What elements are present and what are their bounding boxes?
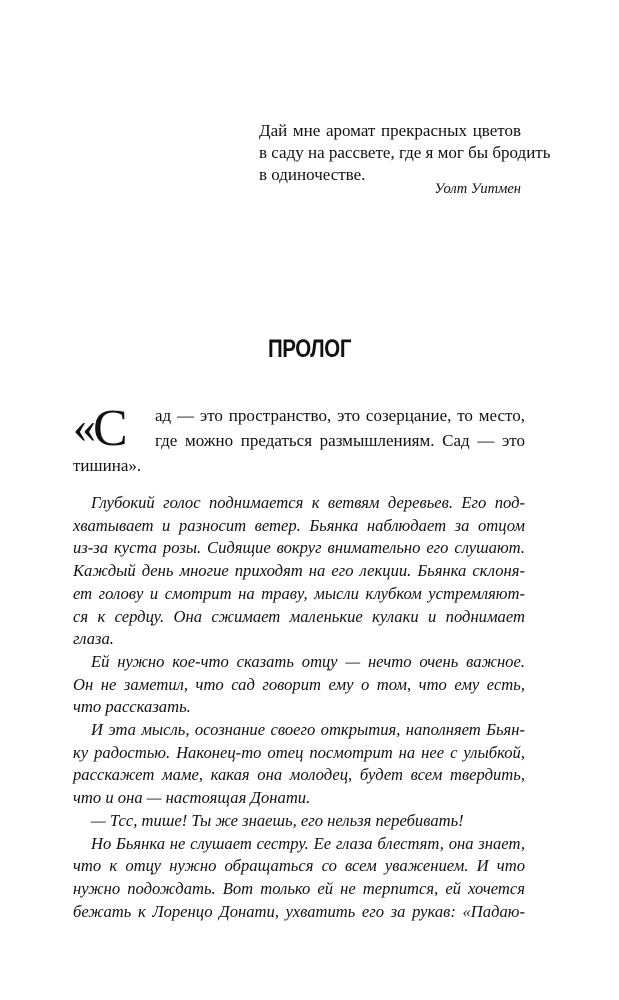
opening-line: ад — это пространство, это созерцание, то место, [155, 406, 525, 425]
body-line: Но Бьянка не слушает сестру. Ее глаза блестят, она знает, [91, 833, 525, 853]
body-line: ку радостью. Наконец-то отец посмотрит на нее с улыбкой, [73, 742, 525, 762]
opening-line: тишина». [73, 456, 142, 475]
opening-paragraph [73, 400, 525, 478]
body-line: ет голову и смотрит на траву, мысли клубком устремляют- [73, 583, 525, 603]
body-line: ся к сердцу. Она сжимает маленькие кулаки и поднимает [73, 606, 525, 626]
body-line: — Тсс, тише! Ты же знаешь, его нельзя перебивать! [91, 810, 464, 830]
body-line: бежать к Лоренцо Донати, ухватить его за рукав: «Падаю- [73, 901, 525, 921]
body-line: глаза. [73, 629, 114, 649]
body-text [73, 492, 525, 923]
body-line: из-за куста розы. Сидящие вокруг внимательно его слушают. [73, 538, 525, 558]
opening-quote-mark: « [73, 401, 93, 452]
chapter-title: ПРОЛОГ [267, 335, 352, 363]
epigraph-author: Уолт Уитмен [434, 181, 521, 197]
body-line: Он не заметил, что сад говорит ему о том, что ему есть, [73, 674, 525, 694]
body-line: нужно подождать. Вот только ей не терпится, ей хочется [73, 878, 525, 898]
epigraph-line: в саду на рассвете, где я мог бы бродить [259, 143, 551, 162]
body-line: что рассказать. [73, 697, 191, 717]
body-line: что к отцу нужно обращаться со всем уважением. И что [73, 856, 525, 876]
body-line: И эта мысль, осознание своего открытия, наполняет Бьян- [91, 720, 525, 740]
body-line: Ей нужно кое-что сказать отцу — нечто очень важное. [91, 651, 525, 671]
epigraph [259, 120, 551, 198]
epigraph-line: в одиночестве. [259, 165, 366, 184]
body-line: расскажет маме, какая она молодец, будет всем твердить, [73, 765, 525, 785]
body-line: что и она — настоящая Донати. [73, 788, 311, 808]
body-line: Глубокий голос поднимается к ветвям деревьев. Его под- [91, 493, 525, 512]
body-line: хватывает и разносит ветер. Бьянка наблюдает за отцом [73, 515, 525, 535]
body-line: Каждый день многие приходят на его лекции. Бьянка склоня- [73, 561, 525, 581]
opening-line: где можно предаться размышлениям. Сад — это [155, 431, 525, 450]
drop-cap-letter: С [93, 400, 128, 457]
epigraph-line: Дай мне аромат прекрасных цветов [259, 121, 521, 140]
